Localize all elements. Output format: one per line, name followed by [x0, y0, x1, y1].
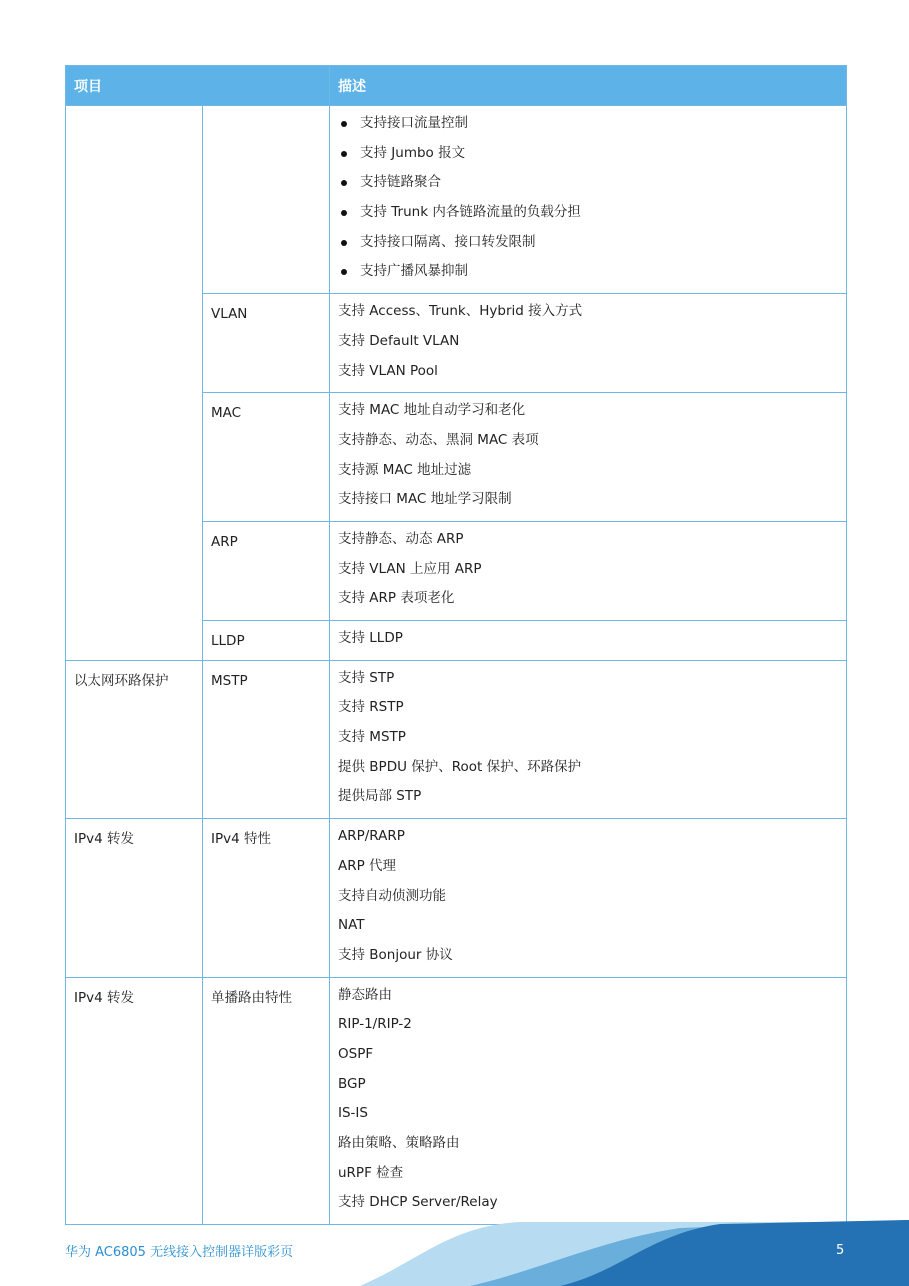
subcategory-label: LLDP: [211, 633, 245, 649]
description-cell: [330, 660, 847, 818]
bullet-dot-icon: [341, 180, 347, 186]
subcategory-label: ARP: [211, 533, 238, 550]
category-cell: [66, 977, 203, 1225]
subcategory-cell: [203, 393, 330, 522]
description-line: 支持 Default VLAN: [338, 332, 460, 349]
bullet-item: [338, 228, 846, 258]
bullet-text: 支持 Jumbo 报文: [360, 144, 466, 161]
description-cell: [330, 294, 847, 393]
description-line: 支持源 MAC 地址过滤: [338, 461, 472, 478]
category-label: 以太网环路保护: [74, 672, 169, 689]
bullet-dot-icon: [341, 151, 347, 157]
subcategory-label: 单播路由特性: [211, 989, 292, 1006]
description-line: 支持静态、动态、黑洞 MAC 表项: [338, 431, 539, 448]
description-line: 支持静态、动态 ARP: [338, 530, 464, 547]
description-line: BGP: [338, 1075, 366, 1092]
bullet-item: [338, 198, 846, 228]
category-label: IPv4 转发: [74, 831, 134, 848]
description-line: IS-IS: [338, 1105, 368, 1122]
bullet-text: 支持广播风暴抑制: [360, 263, 468, 280]
description-line: 提供局部 STP: [338, 788, 422, 805]
bullet-dot-icon: [341, 121, 347, 127]
subcategory-cell: [203, 106, 330, 294]
description-cell: [330, 977, 847, 1225]
description-line: 支持 STP: [338, 669, 395, 686]
description-line: 支持 MAC 地址自动学习和老化: [338, 402, 526, 419]
description-cell: [330, 106, 847, 294]
page-footer: [0, 1220, 909, 1286]
table-row: [66, 977, 847, 1225]
description-line: 支持 DHCP Server/Relay: [338, 1194, 498, 1211]
subcategory-label: MAC: [211, 405, 242, 422]
header-description: 描述: [330, 66, 847, 106]
description-line: ARP/RARP: [338, 828, 405, 845]
description-cell: [330, 393, 847, 522]
description-line: RIP-1/RIP-2: [338, 1016, 412, 1033]
category-label: [66, 106, 202, 116]
category-label: IPv4 转发: [74, 989, 134, 1006]
description-line: 支持 Access、Trunk、Hybrid 接入方式: [338, 303, 583, 320]
bullet-item: [338, 168, 846, 198]
description-line: ARP 代理: [338, 857, 397, 874]
table-row: [66, 819, 847, 977]
bullet-dot-icon: [341, 210, 347, 216]
table-body: [66, 106, 847, 1225]
description-line: 提供 BPDU 保护、Root 保护、环路保护: [338, 758, 582, 775]
table-header-row: [66, 66, 847, 106]
category-cell: [66, 106, 203, 661]
subcategory-label: VLAN: [211, 306, 248, 323]
subcategory-label: MSTP: [211, 672, 248, 689]
footer-title: 华为 AC6805 无线接入控制器详版彩页: [65, 1245, 294, 1260]
category-cell: [66, 660, 203, 818]
bullet-text: 支持接口流量控制: [360, 115, 468, 131]
description-cell: [330, 819, 847, 977]
bullet-item: [338, 257, 846, 287]
bullet-text: 支持链路聚合: [360, 174, 441, 191]
subcategory-cell: [203, 819, 330, 977]
description-line: 支持 ARP 表项老化: [338, 590, 455, 607]
subcategory-label: IPv4 特性: [211, 831, 271, 848]
subcategory-cell: [203, 294, 330, 393]
table-row: [66, 106, 847, 294]
description-line: 静态路由: [338, 986, 392, 1003]
header-item: 项目: [66, 66, 330, 106]
description-line: 支持 LLDP: [338, 630, 403, 646]
description-line: 支持自动侦测功能: [338, 887, 446, 904]
subcategory-cell: [203, 977, 330, 1225]
bullet-dot-icon: [341, 269, 347, 275]
category-cell: [66, 819, 203, 977]
description-line: 支持 Bonjour 协议: [338, 946, 453, 963]
description-line: 支持 MSTP: [338, 729, 406, 746]
description-line: 路由策略、策略路由: [338, 1135, 460, 1151]
table-row: [66, 660, 847, 818]
description-cell: [330, 521, 847, 620]
description-line: 支持 VLAN 上应用 ARP: [338, 560, 482, 577]
bullet-text: 支持接口隔离、接口转发限制: [360, 233, 536, 250]
spec-table: [65, 65, 847, 1225]
subcategory-cell: [203, 621, 330, 661]
bullet-item: [338, 109, 846, 139]
description-line: 支持接口 MAC 地址学习限制: [338, 491, 512, 508]
subcategory-cell: [203, 521, 330, 620]
bullet-text: 支持 Trunk 内各链路流量的负载分担: [360, 204, 581, 221]
description-line: uRPF 检查: [338, 1164, 404, 1181]
description-line: 支持 VLAN Pool: [338, 362, 438, 379]
description-cell: [330, 621, 847, 661]
description-line: OSPF: [338, 1045, 374, 1062]
bullet-dot-icon: [341, 240, 347, 246]
description-line: 支持 RSTP: [338, 699, 404, 716]
description-line: NAT: [338, 917, 365, 934]
subcategory-cell: [203, 660, 330, 818]
bullet-item: [338, 139, 846, 169]
page-number: 5: [836, 1243, 845, 1258]
subcategory-label: [203, 106, 329, 116]
